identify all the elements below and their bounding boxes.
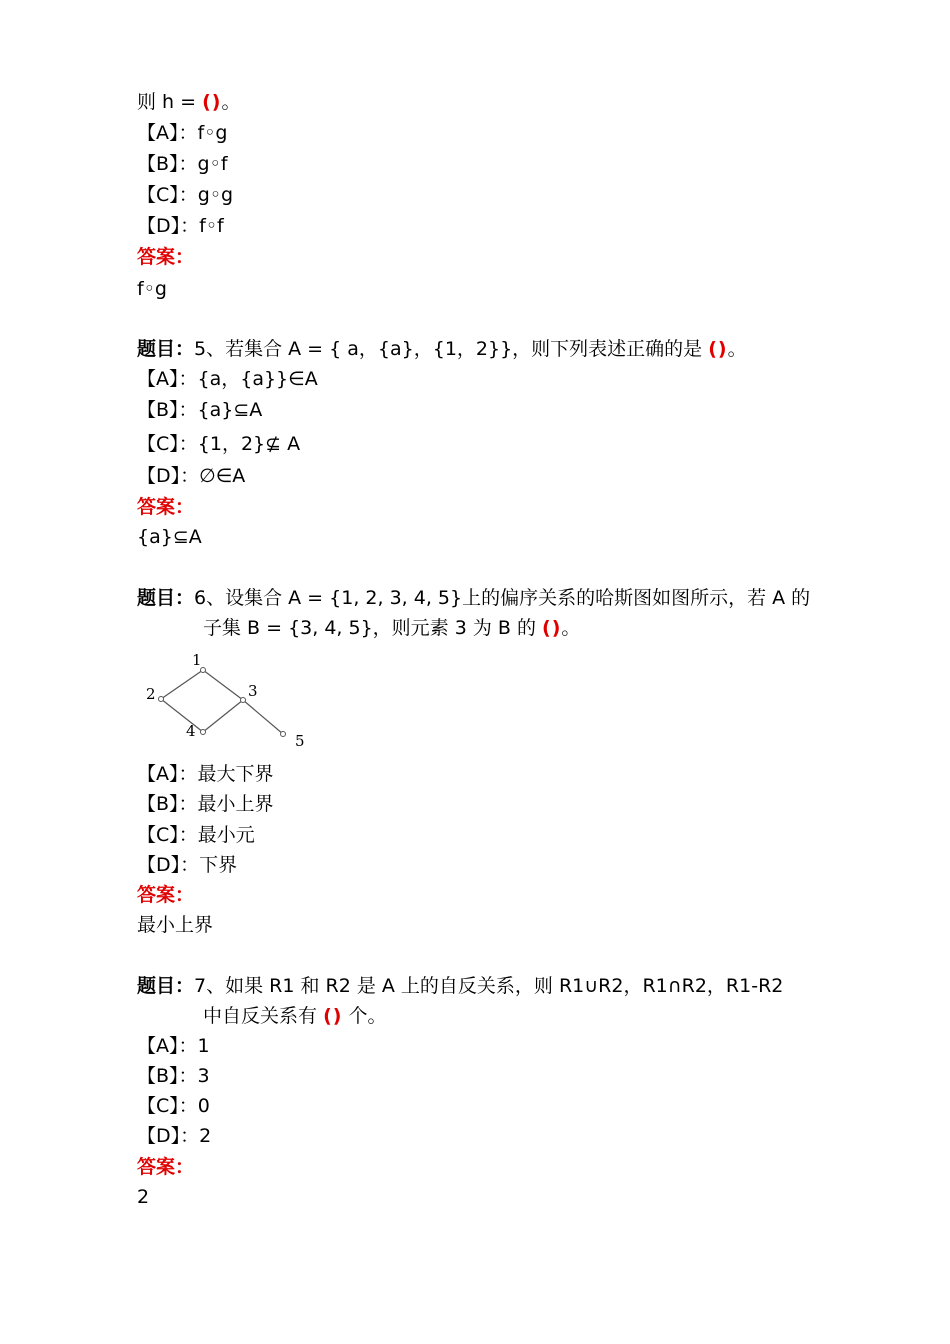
q7-stem-line2: 中自反关系有 () 个。 xyxy=(203,1005,387,1027)
q5-label: 题目： xyxy=(137,338,195,360)
q4-stem-end: 。 xyxy=(221,91,241,113)
q4-answer: f◦g xyxy=(137,278,167,300)
q7-option-b: 【B】：3 xyxy=(137,1065,210,1087)
q5-option-d: 【D】：∅∈A xyxy=(137,465,246,487)
q5-answer-blank: () xyxy=(708,338,728,360)
q6-option-a: 【A】：最大下界 xyxy=(137,763,274,785)
q7-label: 题目： xyxy=(137,975,195,997)
q5-stem: 题目：5、若集合 A = { a，{a}，{1，2}}，则下列表述正确的是 ()。 xyxy=(137,338,747,360)
hasse-node-2 xyxy=(159,697,164,702)
q7-option-a: 【A】：1 xyxy=(137,1035,210,1057)
q6-answer: 最小上界 xyxy=(137,914,214,936)
hasse-edge-3-5 xyxy=(243,700,283,734)
hasse-edge-2-4 xyxy=(161,699,203,732)
q4-option-d: 【D】：f◦f xyxy=(137,215,224,237)
q4-answer-blank: () xyxy=(202,91,222,113)
q4-option-c: 【C】：g◦g xyxy=(137,184,234,206)
q6-label: 题目： xyxy=(137,587,195,609)
q5-stem-text: 5、若集合 A = { a，{a}，{1，2}}，则下列表述正确的是 xyxy=(194,338,703,360)
hasse-node-4 xyxy=(201,730,206,735)
hasse-edge-1-2 xyxy=(161,670,203,699)
hasse-node-3 xyxy=(241,698,246,703)
q7-option-c: 【C】：0 xyxy=(137,1095,210,1117)
q7-option-d: 【D】：2 xyxy=(137,1125,212,1147)
q6-answer-label: 答案： xyxy=(137,884,195,906)
hasse-label-4: 4 xyxy=(186,722,196,740)
q6-stem-line1: 题目：6、设集合 A = {1, 2, 3, 4, 5}上的偏序关系的哈斯图如图所示，若 A 的 xyxy=(137,587,811,609)
q5-answer: {a}⊆A xyxy=(137,526,202,548)
hasse-node-5 xyxy=(281,732,286,737)
hasse-label-1: 1 xyxy=(192,651,202,669)
hasse-diagram xyxy=(140,650,315,750)
q4-answer-label: 答案： xyxy=(137,246,195,268)
hasse-label-5: 5 xyxy=(295,732,305,750)
q6-option-b: 【B】：最小上界 xyxy=(137,793,274,815)
hasse-edge-3-4 xyxy=(203,700,243,732)
hasse-label-2: 2 xyxy=(146,685,156,703)
q7-answer-label: 答案： xyxy=(137,1156,195,1178)
q7-answer-blank: () xyxy=(323,1005,343,1027)
q6-option-c: 【C】：最小元 xyxy=(137,824,255,846)
q5-option-a: 【A】：{a，{a}}∈A xyxy=(137,368,318,390)
q7-stem-line1: 题目：7、如果 R1 和 R2 是 A 上的自反关系，则 R1∪R2，R1∩R2，R1-R2 xyxy=(137,975,784,997)
hasse-edge-1-3 xyxy=(203,670,243,700)
q6-stem-line2: 子集 B = {3, 4, 5}，则元素 3 为 B 的 ()。 xyxy=(203,617,581,639)
q7-answer: 2 xyxy=(137,1186,150,1208)
q5-answer-label: 答案： xyxy=(137,496,195,518)
q6-option-d: 【D】：下界 xyxy=(137,854,238,876)
q5-option-c: 【C】：{1，2}⊈ A xyxy=(137,433,301,455)
q5-option-b: 【B】：{a}⊆A xyxy=(137,399,263,421)
q4-option-a: 【A】：f◦g xyxy=(137,122,228,144)
q4-option-b: 【B】：g◦f xyxy=(137,153,228,175)
hasse-label-3: 3 xyxy=(248,682,258,700)
q4-stem xyxy=(137,90,240,114)
q4-stem-text: 则 h = xyxy=(137,91,197,113)
q6-answer-blank: () xyxy=(542,617,562,639)
